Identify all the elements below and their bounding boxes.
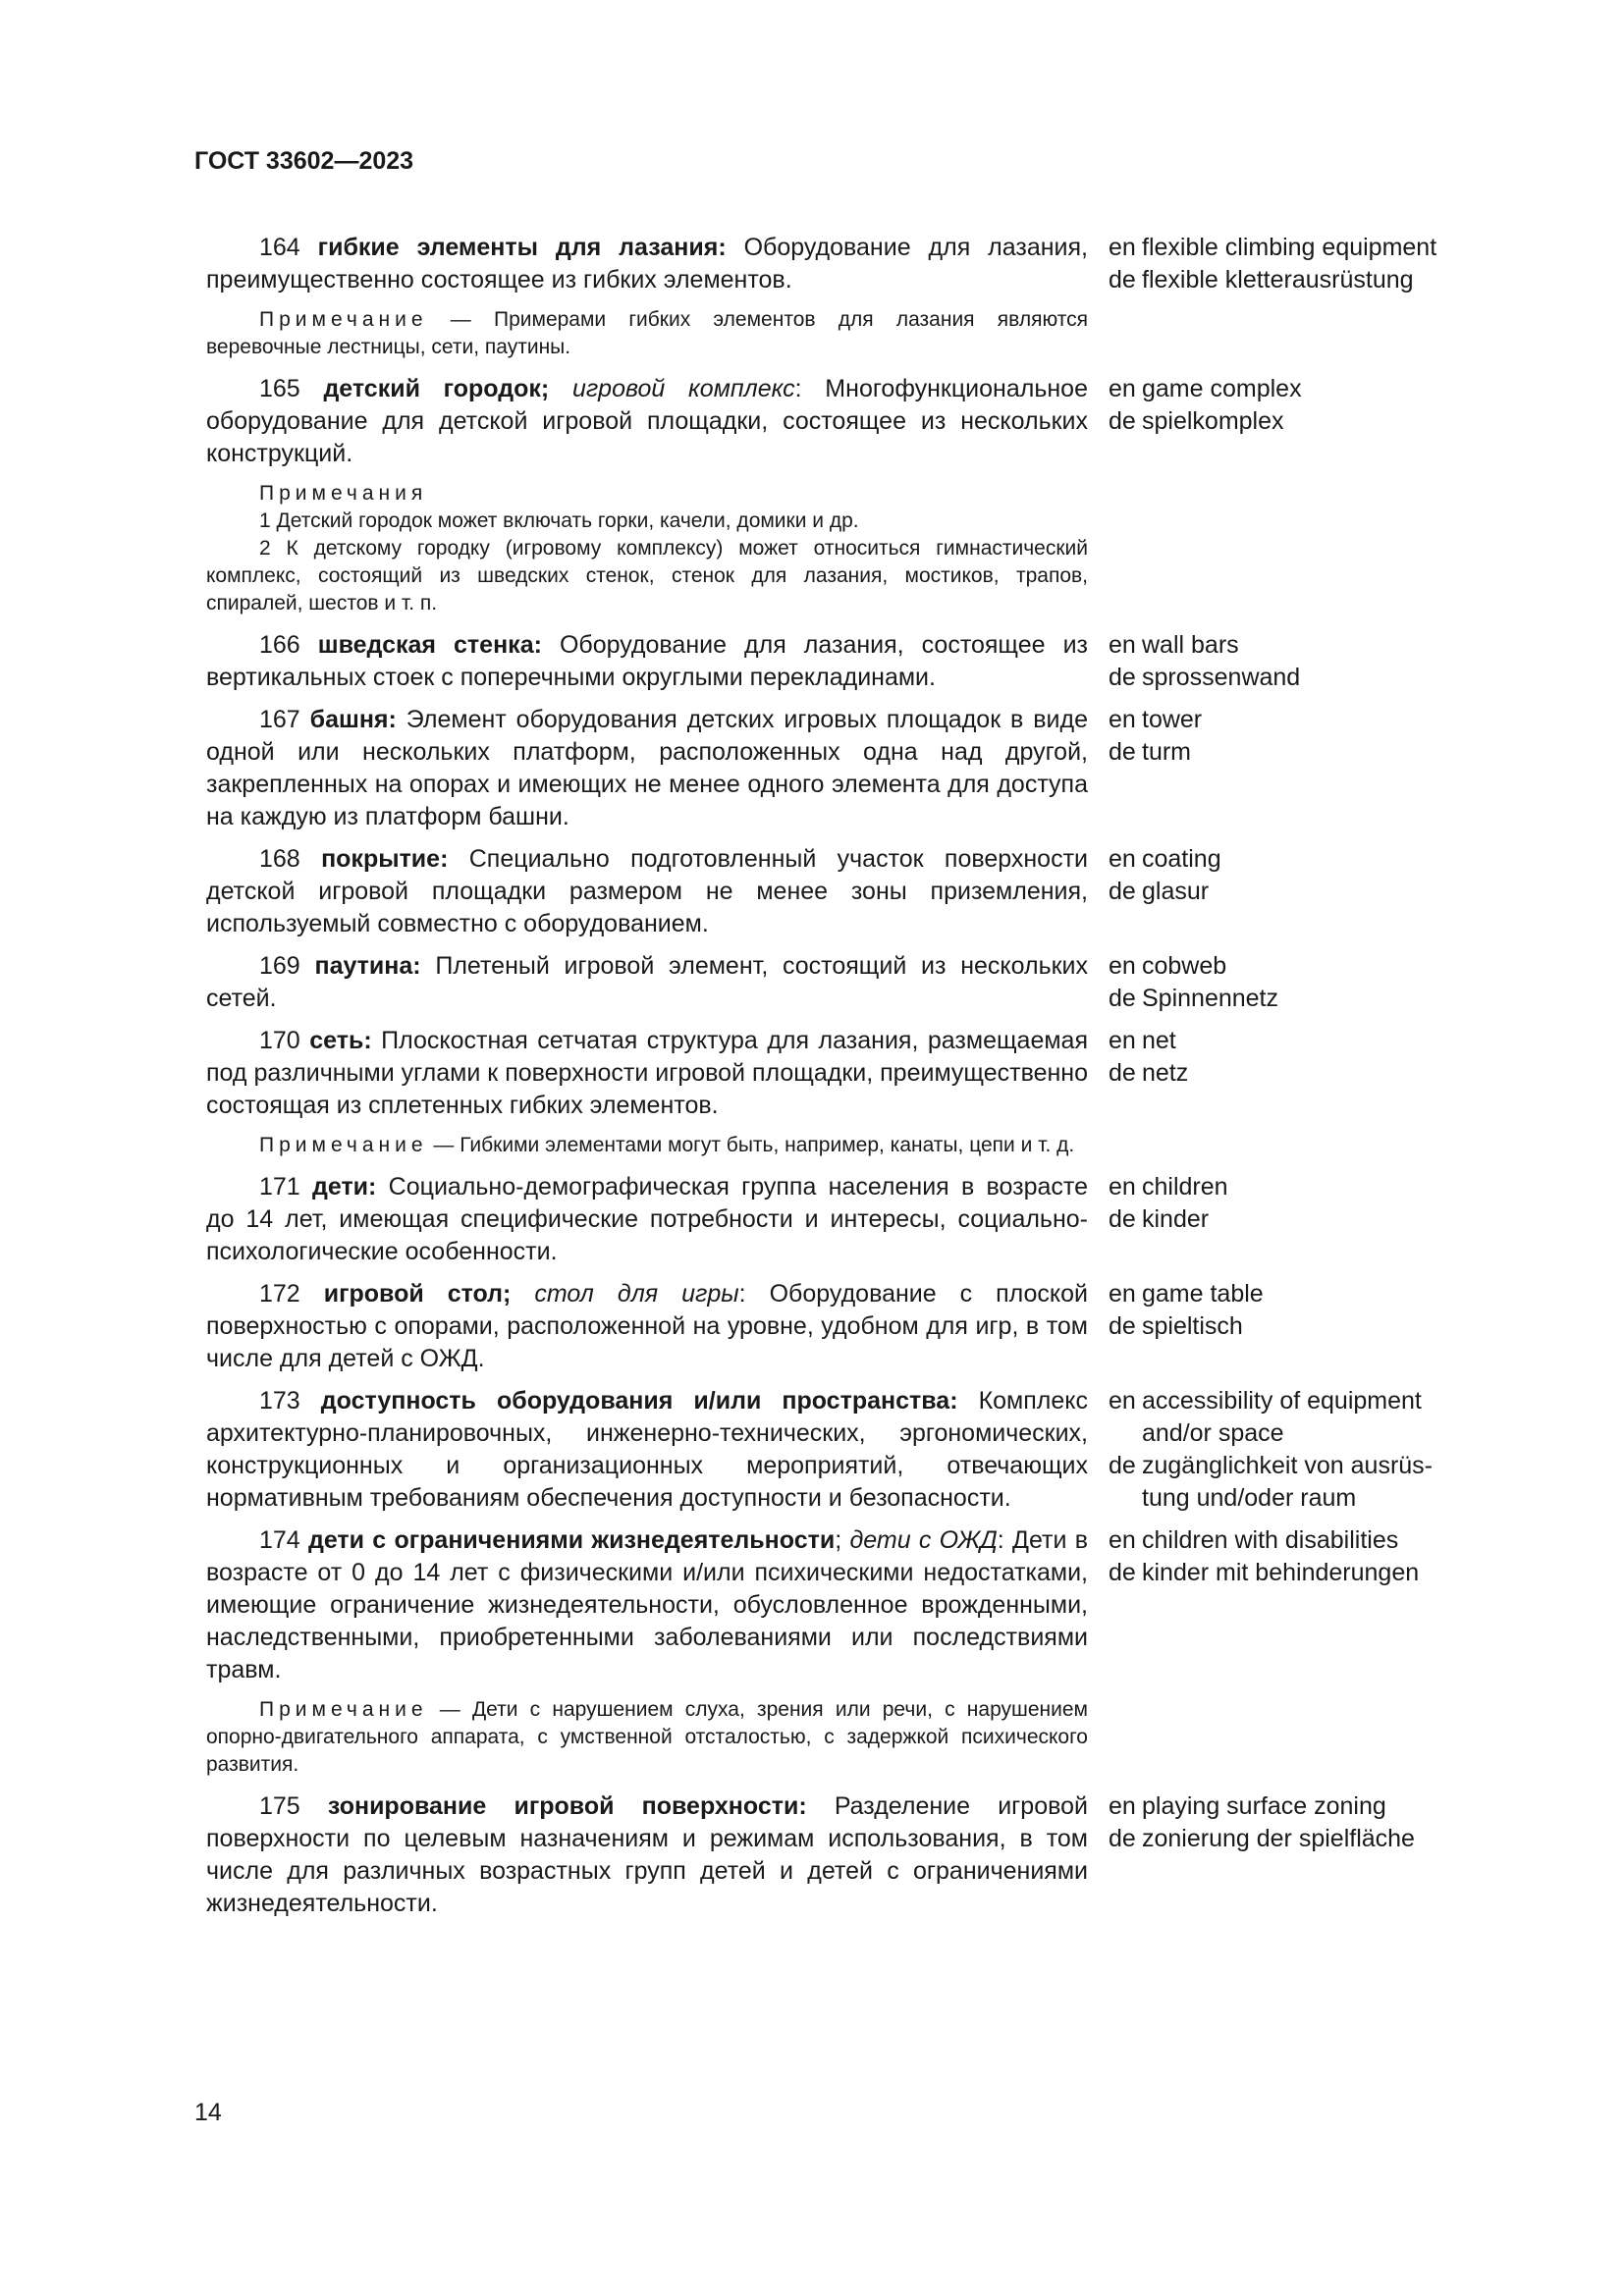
lang-code: en (1109, 1387, 1136, 1415)
note (206, 1132, 1088, 1159)
lang-code: de (1109, 985, 1136, 1012)
term-name: игровой стол; (323, 1280, 512, 1308)
foreign-equivalents (1142, 373, 1512, 470)
language-codes (1088, 1025, 1142, 1122)
foreign-equivalents (1142, 629, 1512, 694)
foreign-equivalents (1142, 843, 1512, 940)
lang-code: en (1109, 631, 1136, 659)
term-entry-171 (206, 1171, 1512, 1268)
equivalent: flexible kletterausrüstung (1142, 266, 1414, 294)
equivalent: and/or space (1142, 1419, 1284, 1447)
lang-code: de (1109, 1059, 1136, 1087)
term-number: 165 (259, 375, 300, 402)
term-name: доступность оборудования и/или пространства: (320, 1387, 958, 1415)
term-text: Плоскостная сетчатая структура для лазания, размещаемая под различными углами к поверхности игровой площадки, преимущественно состоящая из сплетенных гибких элементов. (206, 1027, 1088, 1119)
equivalent: spieltisch (1142, 1312, 1243, 1340)
notes-label: Примечания (259, 482, 428, 505)
term-name: сеть: (309, 1027, 372, 1054)
foreign-equivalents (1142, 1025, 1512, 1122)
term-synonym: стол для игры (534, 1280, 739, 1308)
equivalent: spielkomplex (1142, 407, 1284, 435)
term-entry-166 (206, 629, 1512, 694)
language-codes (1088, 373, 1142, 470)
lang-code: en (1109, 1280, 1136, 1308)
note (206, 306, 1088, 361)
language-codes (1088, 1524, 1142, 1686)
term-entry-165 (206, 373, 1512, 470)
term-number: 167 (259, 706, 300, 733)
term-text: Оборудование для лазания, преимущественно состоящее из гибких элементов. (206, 234, 1089, 294)
equivalent: zonierung der spielfläche (1142, 1825, 1415, 1852)
term-entry-168 (206, 843, 1512, 940)
term-text: Оборудование для лазания, состоящее из вертикальных стоек с поперечными округлыми перекладинами. (206, 631, 1088, 691)
language-codes (1088, 950, 1142, 1015)
term-definition (206, 1385, 1088, 1515)
lang-code: de (1109, 664, 1136, 691)
equivalent: Spinnennetz (1142, 985, 1279, 1012)
term-text: Комплекс архитектурно-планировочных, инженерно-технических, эргономических, конструкционных и организационных мероприятий, отвечающих нормативным требованиям обеспечения доступности и безопасности. (206, 1387, 1088, 1512)
term-text: Многофункциональное оборудование для детской игровой площадки, состоящее из нескольких конструкций. (206, 375, 1088, 467)
term-definition (206, 1524, 1088, 1686)
equivalent: kinder (1142, 1205, 1210, 1233)
language-codes (1088, 232, 1142, 296)
term-definition (206, 373, 1088, 470)
equivalent: cobweb (1142, 952, 1227, 980)
lang-code: en (1109, 952, 1136, 980)
term-number: 166 (259, 631, 300, 659)
lang-code: de (1109, 1205, 1136, 1233)
term-definition (206, 1171, 1088, 1268)
term-text: Специально подготовленный участок поверхности детской игровой площадки размером не менее зоны приземления, используемый совместно с оборудованием. (206, 845, 1089, 937)
term-definition (206, 704, 1088, 833)
note-label: Примечание (259, 308, 428, 331)
term-number: 175 (259, 1792, 300, 1820)
term-separator: ; (835, 1526, 850, 1554)
term-text: Социально-демографическая группа населения в возрасте до 14 лет, имеющая специфические потребности и интересы, социально-психологические особенности. (206, 1173, 1088, 1265)
lang-code: de (1109, 1825, 1136, 1852)
equivalent: wall bars (1142, 631, 1239, 659)
term-entry-172 (206, 1278, 1512, 1375)
lang-code: en (1109, 1173, 1136, 1201)
term-name: шведская стенка: (317, 631, 542, 659)
lang-code: en (1109, 1526, 1136, 1554)
synonym-separator: : (794, 375, 802, 402)
term-text: Дети в возрасте от 0 до 14 лет с физическими и/или психическими недостатками, имеющие ограничение жизнедеятельности, обусловленное врожденными, наследственными, приобретенными заболеваниями или последствиями травм. (206, 1526, 1088, 1683)
note-item: 1 Детский городок может включать горки, качели, домики и др. (259, 509, 859, 532)
term-text: Разделение игровой поверхности по целевым назначениям и режимам использования, в том числе для различных возрастных групп детей и детей с ограничениями жизнедеятельности. (206, 1792, 1088, 1917)
equivalent: flexible climbing equipment (1142, 234, 1437, 261)
equivalent: game complex (1142, 375, 1302, 402)
foreign-equivalents (1142, 1278, 1512, 1375)
language-codes (1088, 1385, 1142, 1515)
lang-code: de (1109, 407, 1136, 435)
term-number: 171 (259, 1173, 300, 1201)
term-text: Оборудование с плоской поверхностью с опорами, расположенной на уровне, удобном для игр, в том числе для детей с ОЖД. (206, 1280, 1089, 1372)
foreign-equivalents (1142, 1385, 1512, 1515)
term-name: башня: (309, 706, 397, 733)
term-definition (206, 629, 1088, 694)
term-definition (206, 950, 1088, 1015)
language-codes (1088, 1278, 1142, 1375)
equivalent: sprossenwand (1142, 664, 1301, 691)
term-number: 172 (259, 1280, 300, 1308)
equivalent: turm (1142, 738, 1191, 766)
lang-code: en (1109, 1792, 1136, 1820)
lang-code: de (1109, 1559, 1136, 1586)
equivalent: playing surface zoning (1142, 1792, 1386, 1820)
equivalent: kinder mit behinderungen (1142, 1559, 1420, 1586)
note (206, 1696, 1088, 1779)
equivalent: zugänglichkeit von ausrüs- (1142, 1452, 1433, 1479)
terms-list (206, 232, 1512, 1930)
term-name: паутина: (314, 952, 421, 980)
language-codes (1088, 843, 1142, 940)
foreign-equivalents (1142, 950, 1512, 1015)
term-entry-173 (206, 1385, 1512, 1515)
lang-code: en (1109, 234, 1136, 261)
equivalent: coating (1142, 845, 1221, 873)
term-entry-175 (206, 1790, 1512, 1920)
foreign-equivalents (1142, 1790, 1512, 1920)
equivalent: accessibility of equipment (1142, 1387, 1422, 1415)
page-number: 14 (194, 2099, 222, 2126)
term-entry-164 (206, 232, 1512, 296)
lang-code: de (1109, 266, 1136, 294)
term-number: 168 (259, 845, 300, 873)
equivalent: tower (1142, 706, 1203, 733)
synonym-separator: : (997, 1526, 1004, 1554)
term-definition (206, 1790, 1088, 1920)
note-label: Примечание (259, 1698, 428, 1721)
lang-code: de (1109, 878, 1136, 905)
notes (206, 480, 1088, 617)
lang-code: en (1109, 1027, 1136, 1054)
foreign-equivalents (1142, 1524, 1512, 1686)
note-label: Примечание (259, 1134, 428, 1156)
lang-code: en (1109, 375, 1136, 402)
term-name: детский городок; (323, 375, 550, 402)
term-name: гибкие элементы для лазания: (317, 234, 727, 261)
term-name: покрытие: (321, 845, 449, 873)
lang-code: de (1109, 1312, 1136, 1340)
term-number: 170 (259, 1027, 300, 1054)
standard-header: ГОСТ 33602—2023 (194, 147, 414, 175)
term-entry-170 (206, 1025, 1512, 1122)
term-number: 169 (259, 952, 300, 980)
note-text: — Примерами гибких элементов для лазания являются веревочные лестницы, сети, паутины. (206, 308, 1088, 358)
synonym-separator: : (738, 1280, 746, 1308)
term-number: 173 (259, 1387, 300, 1415)
language-codes (1088, 629, 1142, 694)
lang-code: en (1109, 845, 1136, 873)
equivalent: net (1142, 1027, 1176, 1054)
lang-code: en (1109, 706, 1136, 733)
lang-code (1109, 1417, 1142, 1450)
term-entry-167 (206, 704, 1512, 833)
term-definition (206, 1025, 1088, 1122)
term-name: зонирование игровой поверхности: (327, 1792, 807, 1820)
term-definition (206, 1278, 1088, 1375)
term-synonym: игровой комплекс (571, 375, 795, 402)
term-synonym: дети с ОЖД (849, 1526, 998, 1554)
note-item: 2 К детскому городку (игровому комплексу) может относиться гимнастический комплекс, состоящий из шведских стенок, стенок для лазания, мостиков, трапов, спиралей, шестов и т. п. (206, 537, 1088, 614)
note-text: — Дети с нарушением слуха, зрения или речи, с нарушением опорно-двигательного аппарата, с умственной отсталостью, с задержкой психического развития. (206, 1698, 1088, 1776)
term-name: дети с ограничениями жизнедеятельности (307, 1526, 836, 1554)
equivalent: tung und/oder raum (1142, 1484, 1357, 1512)
language-codes (1088, 1790, 1142, 1920)
language-codes (1088, 704, 1142, 833)
equivalent: children with disabilities (1142, 1526, 1399, 1554)
note-text: — Гибкими элементами могут быть, например, канаты, цепи и т. д. (427, 1134, 1075, 1156)
lang-code: de (1109, 738, 1136, 766)
term-entry-174 (206, 1524, 1512, 1686)
foreign-equivalents (1142, 232, 1512, 296)
equivalent: children (1142, 1173, 1228, 1201)
term-number: 174 (259, 1526, 300, 1554)
equivalent: glasur (1142, 878, 1210, 905)
equivalent: game table (1142, 1280, 1264, 1308)
term-name: дети: (312, 1173, 377, 1201)
term-definition (206, 843, 1088, 940)
equivalent: netz (1142, 1059, 1189, 1087)
term-definition (206, 232, 1088, 296)
foreign-equivalents (1142, 1171, 1512, 1268)
term-text: Плетеный игровой элемент, состоящий из нескольких сетей. (206, 952, 1088, 1012)
term-text: Элемент оборудования детских игровых площадок в виде одной или нескольких платформ, расположенных одна над другой, закрепленных на опорах и имеющих не менее одного элемента для доступа на каждую из платформ башни. (206, 706, 1088, 830)
term-entry-169 (206, 950, 1512, 1015)
lang-code: de (1109, 1452, 1136, 1479)
language-codes (1088, 1171, 1142, 1268)
foreign-equivalents (1142, 704, 1512, 833)
term-number: 164 (259, 234, 300, 261)
